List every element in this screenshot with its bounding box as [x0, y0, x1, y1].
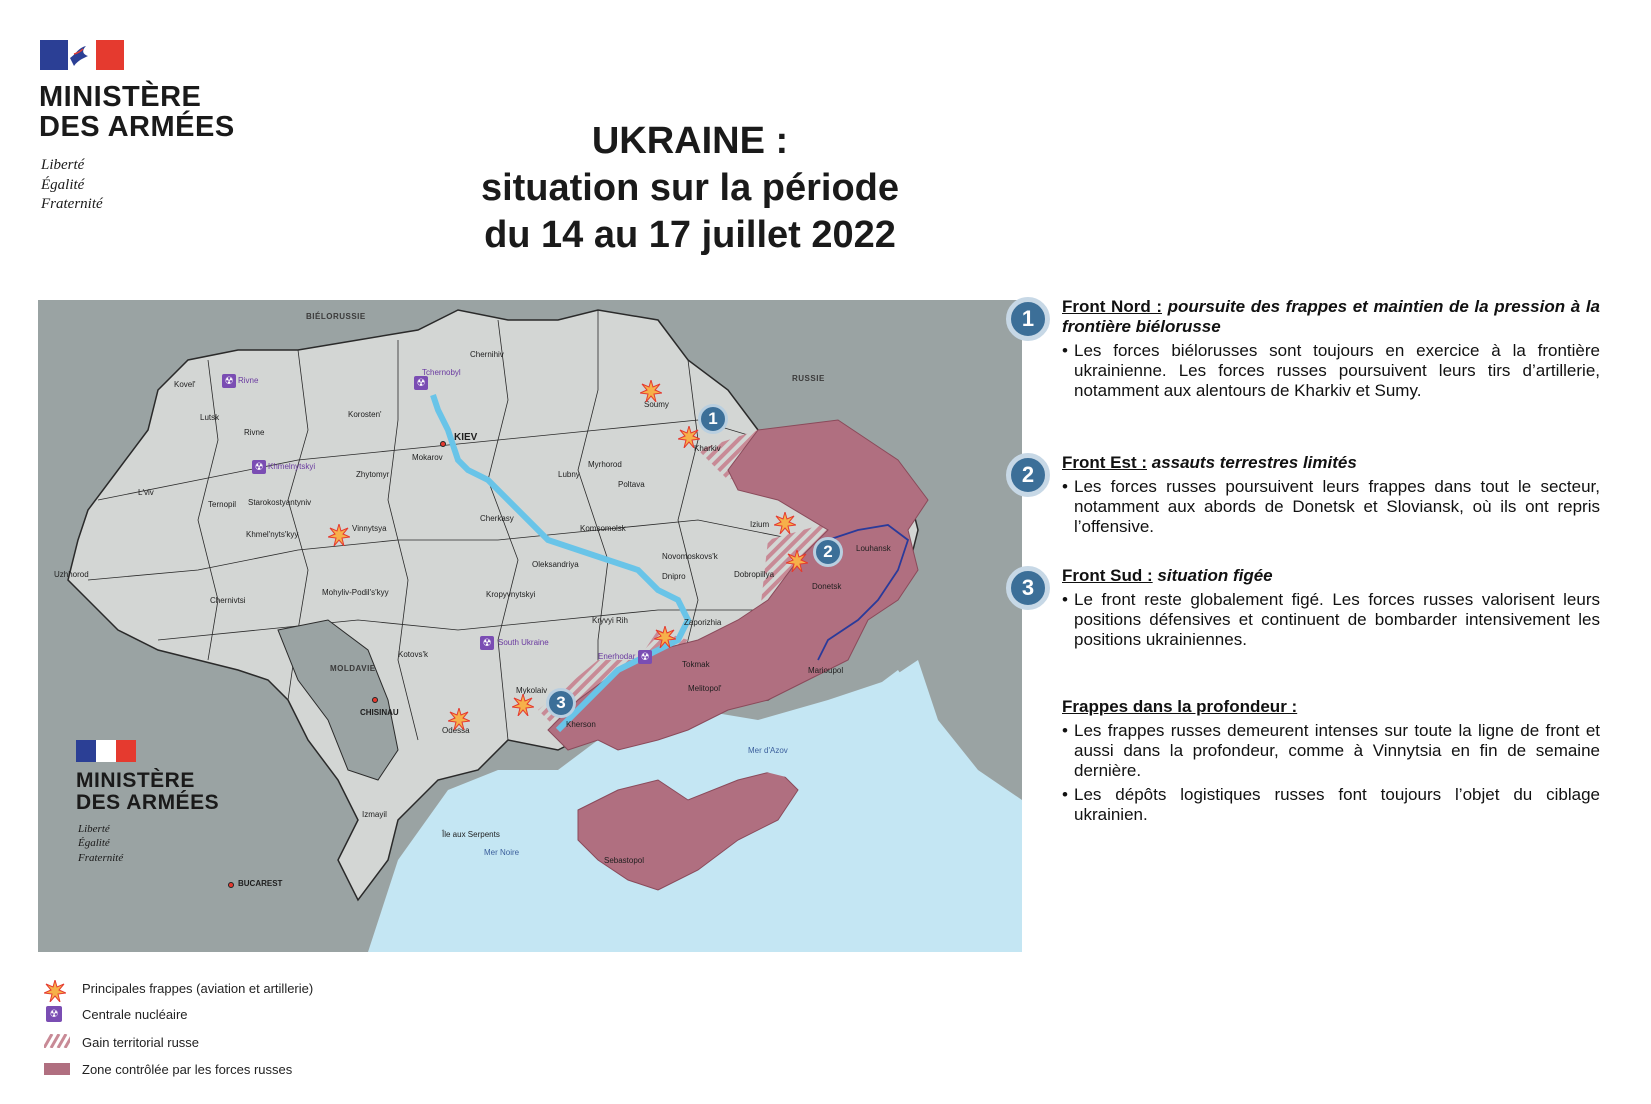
chisinau-dot [372, 697, 378, 703]
label-donetsk: Donetsk [812, 582, 842, 591]
title-line2: situation sur la période [480, 167, 900, 209]
label-bucarest: BUCAREST [238, 879, 283, 888]
title-line3: du 14 au 17 juillet 2022 [484, 214, 896, 256]
label-kherson: Kherson [566, 720, 596, 729]
legend-strikes-label: Principales frappes (aviation et artillerie) [82, 980, 314, 996]
label-dobropillya: Dobropillya [734, 570, 775, 579]
map-motto-egalite: Égalité [78, 837, 110, 850]
section-heading [1062, 297, 1600, 337]
label-novomoskovsk: Novomoskovs'k [662, 552, 718, 561]
zone-marker-2: 2 [813, 537, 843, 567]
label-odessa: Odessa [442, 726, 470, 735]
label-kovel: Kovel' [174, 380, 196, 389]
section-heading-underline: Front Sud : [1062, 566, 1153, 585]
section-badge-2: 2 [1006, 453, 1050, 497]
strike-icon [448, 708, 470, 730]
label-lutsk: Lutsk [200, 413, 220, 422]
label-tokmak: Tokmak [682, 660, 710, 669]
nuclear-icon: ☢ [480, 636, 494, 650]
legend-strikes [44, 980, 313, 996]
section-front-nord [1021, 297, 1600, 401]
zone-icon [44, 1063, 70, 1075]
label-lubny: Lubny [558, 470, 580, 479]
section-heading-italic: situation figée [1157, 566, 1273, 585]
section-heading [1062, 453, 1600, 473]
label-black-sea: Mer Noire [484, 848, 520, 857]
zone-marker-1: 1 [698, 404, 728, 434]
ministry-name [39, 82, 235, 143]
label-uzhhorod: Uzhhorod [54, 570, 89, 579]
label-kropyvnytskyi: Kropyvnytskyi [486, 590, 536, 599]
label-marioupol: Marioupol [808, 666, 844, 675]
motto-liberte: Liberté [41, 157, 85, 173]
strike-icon [678, 426, 700, 448]
label-nuke-rivne: Rivne [238, 376, 259, 385]
strike-icon [654, 626, 676, 648]
nuclear-icon: ☢ [222, 374, 236, 388]
label-izium: Izium [750, 520, 770, 529]
label-korosten: Korosten' [348, 410, 382, 419]
label-louhansk: Louhansk [856, 544, 891, 553]
section-heading-italic: assauts terrestres limités [1151, 453, 1357, 472]
label-lviv: L'viv [138, 488, 154, 497]
legend-nuclear [44, 1006, 188, 1022]
map-ministry-name [76, 770, 219, 814]
label-mokarov: Mokarov [412, 453, 443, 462]
ukraine-map [38, 300, 1022, 952]
strike-icon [640, 380, 662, 402]
section-frappes-profondeur [1062, 697, 1600, 825]
label-cherkasy: Cherkasy [480, 514, 514, 523]
section-heading-underline: Front Nord : [1062, 297, 1163, 316]
legend-zone-label: Zone contrôlée par les forces russes [82, 1061, 293, 1077]
nuclear-icon: ☢ [414, 376, 428, 390]
section-front-est [1021, 453, 1600, 537]
legend-gain [44, 1034, 199, 1050]
zone-marker-3: 3 [546, 688, 576, 718]
nuclear-icon: ☢ [252, 460, 266, 474]
ministry-line2: DES ARMÉES [39, 111, 235, 144]
map-ministry-line1: MINISTÈRE [76, 769, 195, 792]
label-myrhorod: Myrhorod [588, 460, 622, 469]
label-belarus: BIÉLORUSSIE [306, 312, 366, 321]
map-graphic [38, 300, 1022, 952]
label-izmayil: Izmayil [362, 810, 387, 819]
label-russia: RUSSIE [792, 374, 825, 383]
section-bullet: • Les dépôts logistiques russes font toujours l’objet du ciblage ukrainien. [1062, 785, 1600, 825]
section-badge-1: 1 [1006, 297, 1050, 341]
section-bullet: • Les forces russes poursuivent leurs frappes dans tout le secteur, notamment aux abords de Donetsk et Sloviansk, où ils ont repris l’offensive. [1062, 477, 1600, 537]
label-soumy: Soumy [644, 400, 669, 409]
motto-fraternite: Fraternité [41, 196, 103, 212]
page-title [380, 118, 1000, 259]
republic-motto [41, 156, 103, 215]
label-zaporizhia: Zaporizhia [684, 618, 722, 627]
label-ternopil: Ternopil [208, 500, 237, 509]
strike-icon [44, 980, 66, 1002]
label-oleksandriya: Oleksandriya [532, 560, 579, 569]
label-vinnytsya: Vinnytsya [352, 524, 387, 533]
ministry-line1: MINISTÈRE [39, 81, 202, 113]
nuclear-icon: ☢ [46, 1006, 62, 1022]
section-heading-underline: Frappes dans la profondeur : [1062, 697, 1298, 716]
label-zhytomyr: Zhytomyr [356, 470, 390, 479]
label-khmelnytskyy: Khmel'nyts'kyy [246, 530, 299, 539]
legend-zone [44, 1061, 292, 1077]
label-starokostyantyniv: Starokostyantyniv [248, 498, 312, 507]
section-bullet: • Le front reste globalement figé. Les forces russes valorisent leurs positions défensives et continuent de bombarder intensivement les positions ukrainiennes. [1062, 590, 1600, 650]
strike-icon [774, 512, 796, 534]
section-front-sud [1021, 566, 1600, 650]
label-kiev: KIEV [454, 432, 478, 443]
label-nuke-south-ukraine: South Ukraine [498, 638, 549, 647]
map-motto-fraternite: Fraternité [78, 851, 124, 864]
section-badge-3: 3 [1006, 566, 1050, 610]
title-line1: UKRAINE : [591, 120, 789, 162]
label-komsomolsk: Komsomolsk [580, 524, 626, 533]
legend-gain-label: Gain territorial russe [82, 1034, 200, 1050]
label-kotovsk: Kotovs'k [398, 650, 428, 659]
label-rivne: Rivne [244, 428, 265, 437]
section-heading-italic: poursuite des frappes et maintien de la pression à la frontière biélorusse [1062, 297, 1600, 336]
label-melitopol: Melitopol' [688, 684, 722, 693]
label-chernihiv: Chernihiv [470, 350, 504, 359]
label-snake-island: Île aux Serpents [442, 830, 500, 839]
strike-icon [328, 524, 350, 546]
strike-icon [786, 550, 808, 572]
label-poltava: Poltava [618, 480, 645, 489]
label-kharkiv: Kharkiv [694, 444, 721, 453]
label-chisinau: CHISINAU [360, 708, 399, 717]
section-heading-underline: Front Est : [1062, 453, 1147, 472]
legend-nuclear-label: Centrale nucléaire [82, 1006, 188, 1022]
map-flag-logo [76, 740, 136, 762]
label-chernivtsi: Chernivtsi [210, 596, 246, 605]
label-nuke-khmelnytskyi: Khmelnytskyi [268, 462, 316, 471]
map-motto-liberte: Liberté [78, 823, 110, 835]
label-kryvyi-rih: Kryvyi Rih [592, 616, 629, 625]
section-heading [1062, 566, 1600, 586]
motto-egalite: Égalité [41, 176, 85, 193]
label-dnipro: Dnipro [662, 572, 686, 581]
label-moldova: MOLDAVIE [330, 664, 376, 673]
map-republic-motto [78, 822, 123, 865]
kiev-dot [440, 441, 446, 447]
map-ministry-line2: DES ARMÉES [76, 791, 220, 815]
label-sebastopol: Sebastopol [604, 856, 645, 865]
section-bullet: • Les frappes russes demeurent intenses sur toute la ligne de front et aussi dans la profondeur, comme à Vinnytsia en fin de semaine dernière. [1062, 721, 1600, 781]
bucarest-dot [228, 882, 234, 888]
section-heading [1062, 697, 1600, 717]
ministry-flag-logo [40, 40, 124, 70]
label-mohyliv: Mohyliv-Podil's'kyy [322, 588, 389, 597]
label-nuke-enerhodar: Enerhodar [598, 652, 636, 661]
label-mykolaiv: Mykolaiv [516, 686, 548, 695]
section-bullet: • Les forces biélorusses sont toujours en exercice à la frontière ukrainienne. Les forces russes poursuivent leurs tirs d’artillerie, notamment aux alentours de Kharkiv et Sumy. [1062, 341, 1600, 401]
strike-icon [512, 694, 534, 716]
hatch-icon [44, 1034, 70, 1048]
label-azov-sea: Mer d'Azov [748, 746, 788, 755]
label-nuke-tchernobyl: Tchernobyl [422, 368, 461, 377]
nuclear-icon: ☢ [638, 650, 652, 664]
